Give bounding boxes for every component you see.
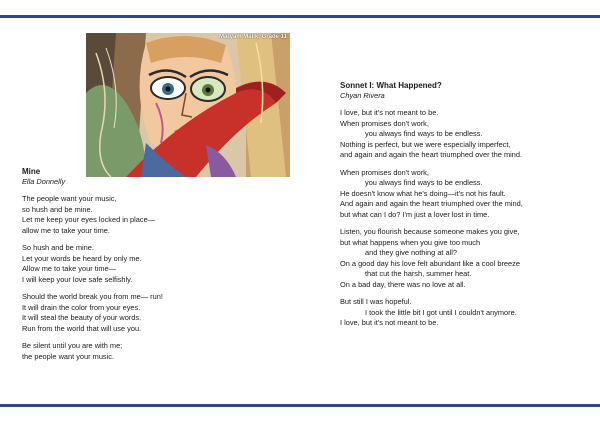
poem-line: but what happens when you give too much [340, 237, 481, 247]
poem-line: but what can I do? I'm just a lover lost in time. [340, 209, 490, 219]
poem-line: Nothing is perfect, but we were especially imperfect, [340, 139, 511, 149]
poem-line: And again and again the heart triumphed over the mind, [340, 199, 523, 208]
artwork-caption: Maryam Malik, Grade 11 [218, 34, 287, 40]
stanza [22, 194, 222, 236]
poem-line: I love, but it's not meant to be. [340, 318, 439, 327]
stanza [22, 243, 222, 285]
poem-line: the people want your music. [22, 351, 115, 361]
poem-author: Chyan Rivera [340, 91, 385, 100]
poem-line: It will steal the beauty of your words. [22, 313, 142, 322]
artwork-image [86, 33, 290, 177]
poem-line: On a bad day, there was no love at all. [340, 279, 466, 289]
poem-line: Listen, you flourish because someone makes you give, [340, 227, 520, 236]
poem-line: Be silent until you are with me; [22, 341, 123, 350]
stanza [340, 108, 580, 161]
poem-line: Run from the world that will use you. [22, 323, 142, 333]
poem-line: So hush and be mine. [22, 243, 94, 252]
poem-line: Should the world break you from me— run! [22, 292, 163, 301]
poem-line: On a good day his love felt abundant like a cool breeze [340, 258, 520, 268]
poem-line: you always find ways to be endless. [365, 129, 483, 138]
poem-line: I will keep your love safe selfishly. [22, 274, 133, 284]
poem-line: and they give nothing at all? [365, 248, 458, 257]
poem-line: I took the little bit I got until I couldn't anymore. [365, 307, 517, 317]
stanza [340, 297, 580, 329]
poem-line: and again and again the heart triumphed over the mind. [340, 150, 523, 159]
poem-line: But still I was hopeful. [340, 297, 412, 306]
top-rule [0, 15, 600, 18]
poem-line: I love, but it's not meant to be. [340, 108, 439, 117]
stanza [22, 292, 222, 334]
poem-line: He doesn't know what he's doing—it's not his fault. [340, 188, 506, 198]
bottom-rule [0, 404, 600, 407]
poem-title: Mine [22, 167, 41, 176]
poem-line: so hush and be mine. [22, 204, 93, 214]
poem-line: It will drain the color from your eyes. [22, 302, 141, 312]
poem-title: Sonnet I: What Happened? [340, 81, 442, 90]
stanza [340, 227, 580, 290]
portrait-illustration [86, 33, 290, 177]
poem-line: Let me keep your eyes locked in place— [22, 215, 156, 224]
poem-sonnet [340, 81, 580, 329]
poem-line: you always find ways to be endless. [365, 178, 483, 187]
poem-line: When promises don't work, [340, 118, 429, 128]
poem-line: Allow me to take your time— [22, 264, 117, 273]
poem-line: Let your words be heard by only me. [22, 253, 142, 263]
poem-mine [22, 167, 222, 362]
stanza [22, 341, 222, 362]
poem-line: The people want your music, [22, 194, 117, 203]
poem-author: Ella Donnelly [22, 177, 66, 186]
stanza [340, 168, 580, 221]
poem-line: allow me to take your time. [22, 225, 110, 235]
poem-line: that cut the harsh, summer heat. [365, 269, 472, 278]
poem-line: When promises don't work, [340, 167, 429, 177]
